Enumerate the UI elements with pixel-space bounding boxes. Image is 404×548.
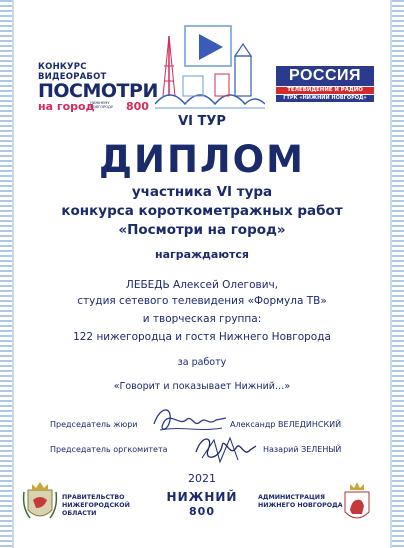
- recipient-line-2: студия сетевого телевидения «Формула ТВ»: [77, 295, 327, 307]
- awarded-label: награждаются: [155, 248, 249, 261]
- recipient-line-4: 122 нижегородца и гостя Нижнего Новгорода: [73, 331, 331, 343]
- org-chair-name: Назарий ЗЕЛЕНЫЙ: [263, 445, 342, 454]
- contest-logo-line1: КОНКУРС ВИДЕОРАБОТ: [38, 62, 107, 82]
- footer-right-line-1: АДМИНИСТРАЦИЯ: [258, 494, 325, 501]
- russia-channel-sub: ТЕЛЕВИДЕНИЕ И РАДИО: [276, 87, 374, 94]
- subtitle-line-1: участника VI тура: [131, 184, 273, 200]
- nizhny-logo-text: НИЖНИЙ: [166, 490, 238, 504]
- footer-left-line-1: ПРАВИТЕЛЬСТВО: [62, 494, 125, 501]
- jury-chair-role: Председатель жюри: [50, 420, 138, 429]
- russia-channel-sub2: ГТРК «НИЖНИЙ НОВГОРОД»: [276, 95, 374, 102]
- right-decorative-stripes: [392, 0, 404, 548]
- tour-label: VI ТУР: [178, 114, 226, 129]
- org-signature-icon: [190, 428, 260, 468]
- footer-right-line-2: НИЖНЕГО НОВГОРОДА: [258, 502, 343, 509]
- jury-chair-name: Александр ВЕЛЕДИНСКИЙ: [230, 420, 342, 429]
- recipient-line-1: ЛЕБЕДЬ Алексей Олегович,: [125, 279, 279, 291]
- contest-logo-line2: ПОСМОТРИ: [38, 80, 158, 102]
- recipient-line-3: и творческая группа:: [142, 313, 262, 325]
- contest-logo-800: 800: [126, 100, 149, 113]
- footer-left-line-2: НИЖЕГОРОДСКОЙ: [62, 502, 130, 509]
- footer-right-org: [258, 494, 343, 510]
- city-coat-of-arms-icon: [342, 480, 372, 526]
- subtitle-line-3: «Посмотри на город»: [118, 222, 286, 238]
- contest-logo: [38, 62, 158, 114]
- contest-logo-na-gorod: на город: [38, 100, 95, 113]
- footer-left-line-3: ОБЛАСТИ: [62, 510, 97, 517]
- russia-channel-name: РОССИЯ: [276, 66, 374, 86]
- nizhny-logo-800: 800: [189, 505, 215, 518]
- for-work-label: за работу: [177, 357, 227, 368]
- contest-logo-tiny-text: НИЖНЕМУ НОВГОРОДУ: [90, 101, 114, 109]
- work-title: «Говорит и показывает Нижний…»: [113, 381, 291, 392]
- subtitle-line-2: конкурса короткометражных работ: [61, 203, 343, 219]
- org-chair-role: Председатель оргкомитета: [50, 445, 168, 454]
- diploma-title: ДИПЛОМ: [99, 138, 305, 181]
- russia-channel-logo: [276, 66, 374, 102]
- year: 2021: [188, 472, 216, 485]
- left-decorative-stripes: [0, 0, 12, 548]
- city-play-button-art-icon: [155, 16, 265, 111]
- contest-logo-line3: [38, 100, 158, 114]
